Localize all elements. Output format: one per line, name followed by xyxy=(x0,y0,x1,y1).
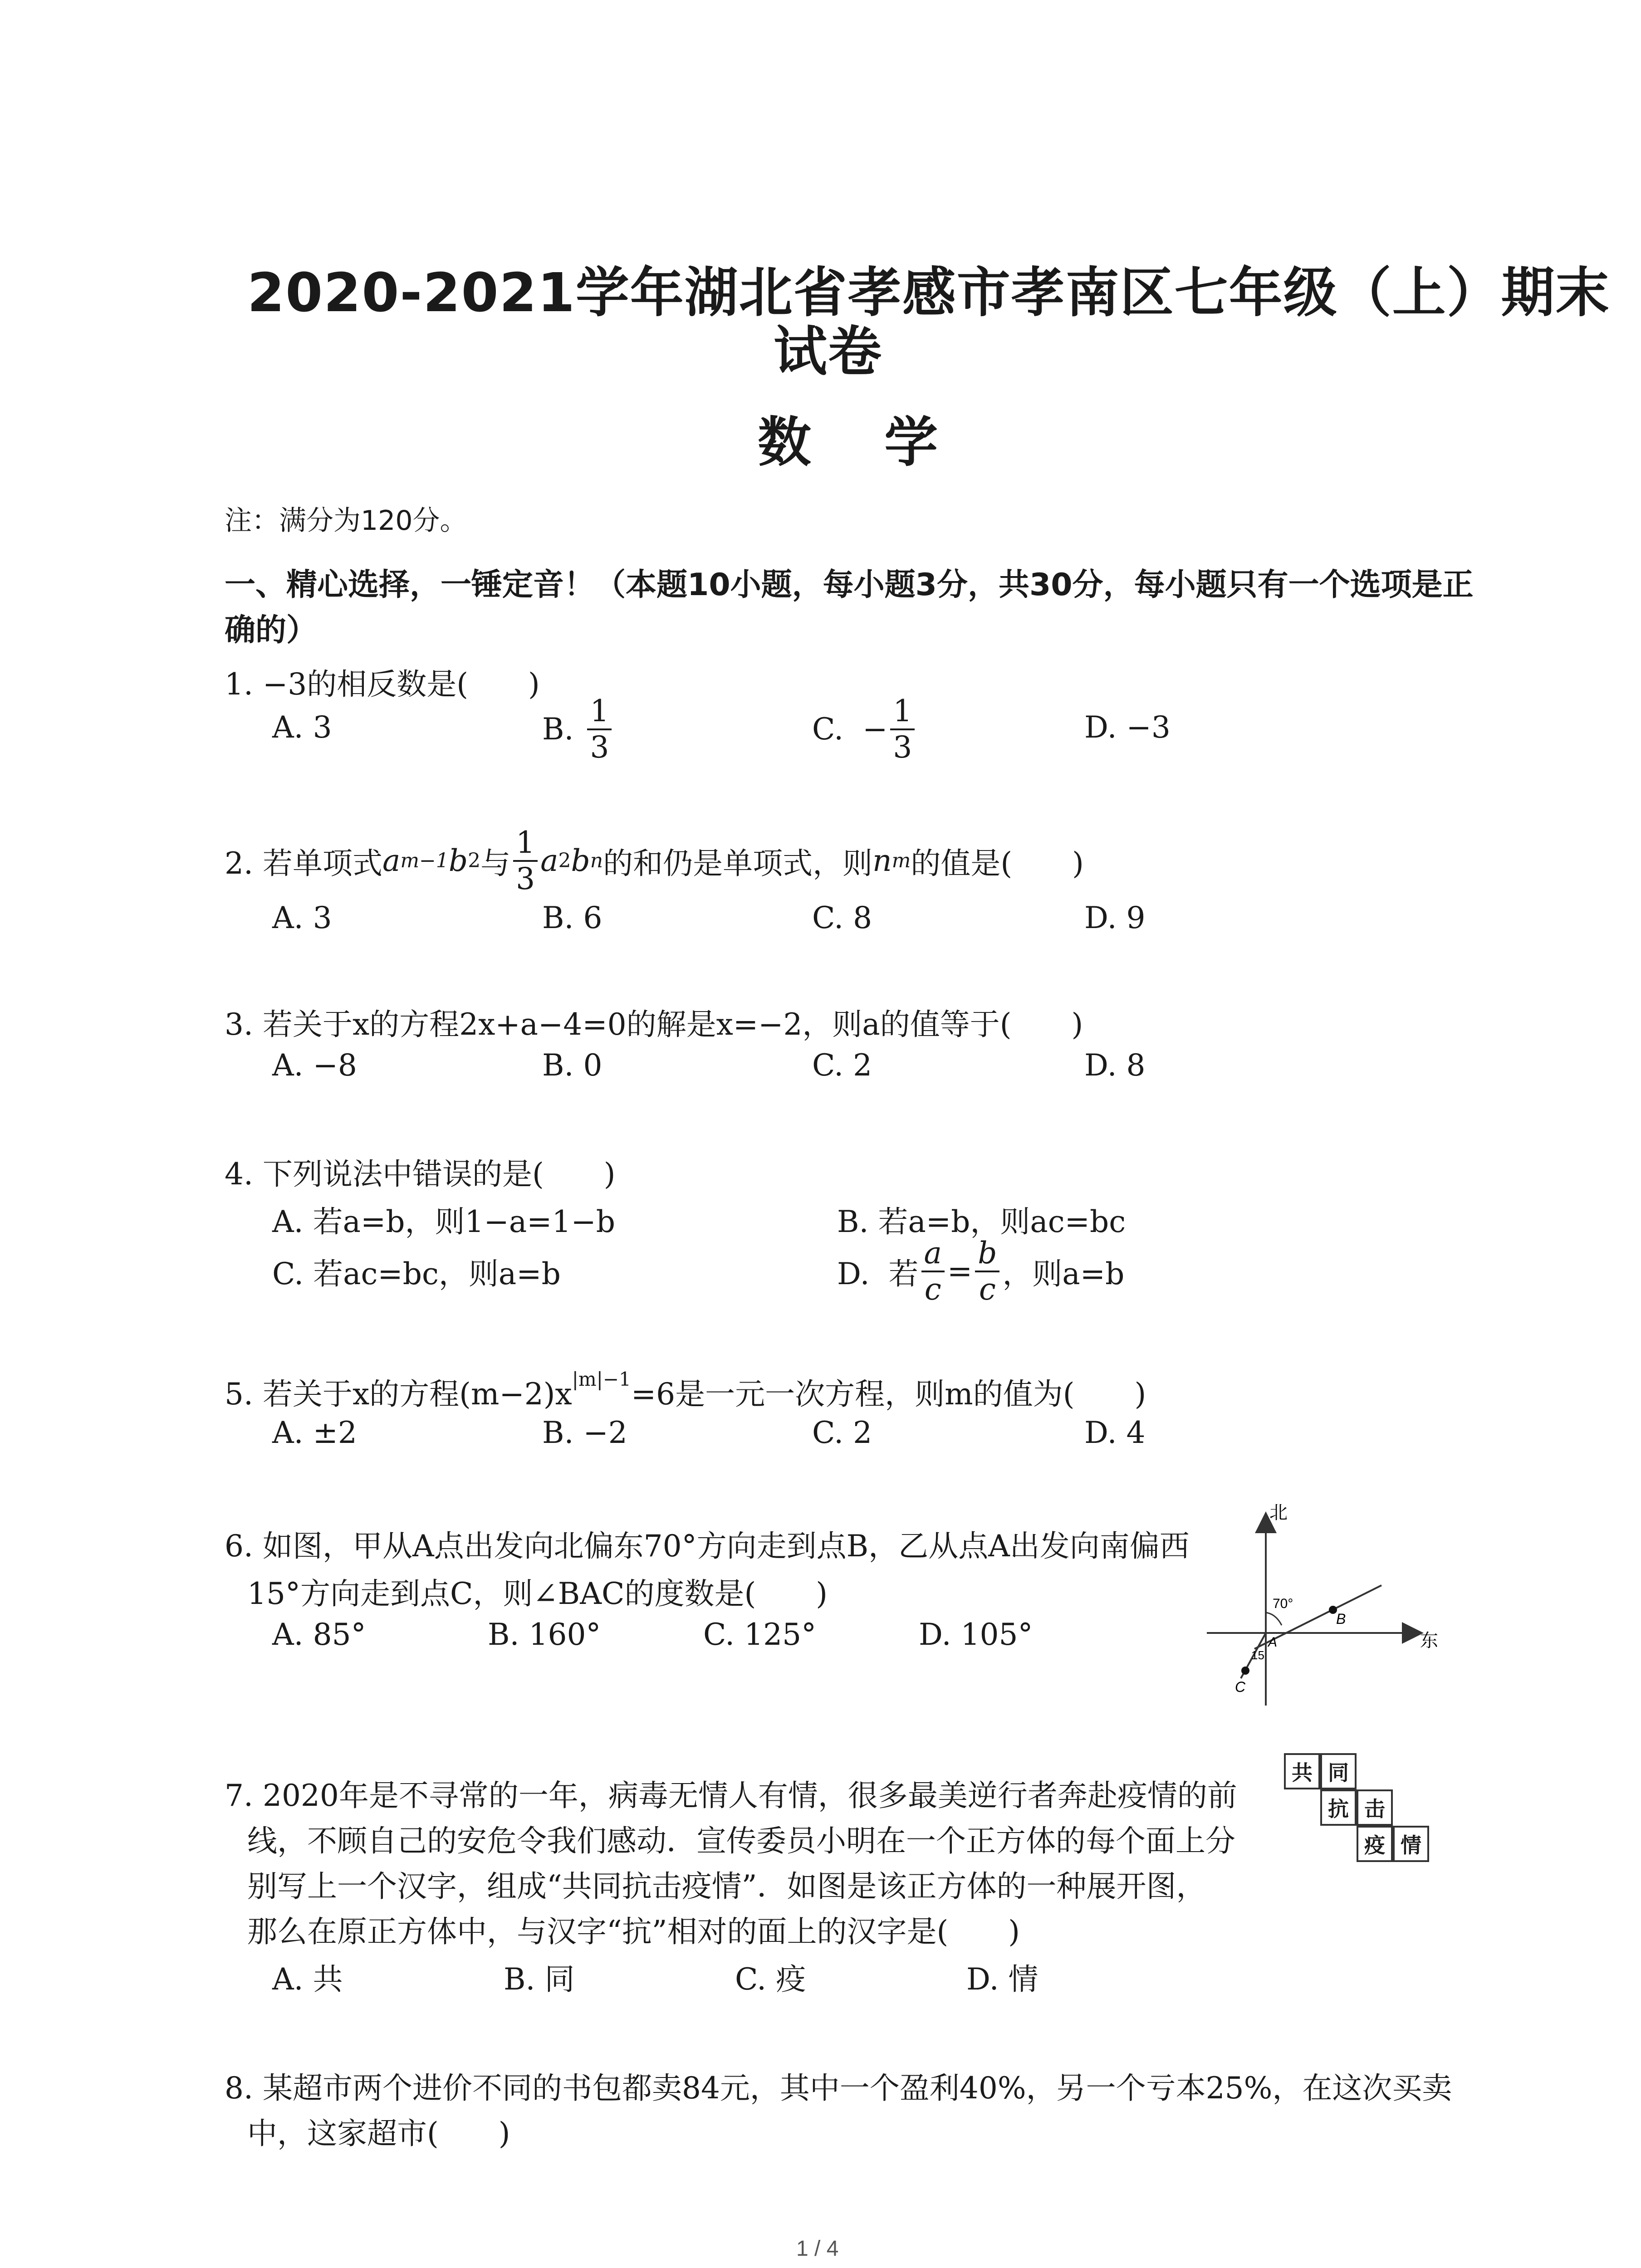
angle-15-label: 15 xyxy=(1251,1648,1264,1662)
north-label: 北 xyxy=(1269,1503,1288,1523)
section-heading-line2: 确的） xyxy=(225,612,318,648)
q4-option-b: B. 若a=b，则ac=bc xyxy=(837,1204,1126,1239)
q4-option-c: C. 若ac=bc，则a=b xyxy=(272,1256,561,1291)
question-7-line1: 7. 2020年是不寻常的一年，病毒无情人有情，很多最美逆行者奔赴疫情的前 xyxy=(225,1778,1237,1813)
page-title: 2020-2021学年湖北省孝感市孝南区七年级（上）期末 xyxy=(247,261,1610,324)
question-6-line2: 15°方向走到点C，则∠BAC的度数是( ) xyxy=(247,1576,828,1611)
q3-option-d: D. 8 xyxy=(1084,1048,1146,1083)
question-1-stem: 1. −3的相反数是( ) xyxy=(225,667,540,702)
compass-direction-figure xyxy=(1198,1497,1452,1724)
q2-option-d: D. 9 xyxy=(1084,900,1146,935)
q7-option-b: B. 同 xyxy=(504,1962,575,1997)
q4-option-d: D. 若 $\frac{a}{c}$ = $\frac{b}{c}$ ，则a=b xyxy=(837,1236,1125,1307)
q6-option-a: A. 85° xyxy=(272,1617,366,1652)
question-3-stem: 3. 若关于x的方程2x+a−4=0的解是x=−2，则a的值等于( ) xyxy=(225,1007,1083,1042)
q1-option-a: A. 3 xyxy=(272,710,332,745)
q3-option-c: C. 2 xyxy=(812,1048,872,1083)
q6-option-b: B. 160° xyxy=(488,1617,601,1652)
question-4-stem: 4. 下列说法中错误的是( ) xyxy=(225,1157,616,1192)
net-face-4: 击 xyxy=(1357,1789,1393,1826)
q7-option-a: A. 共 xyxy=(272,1962,343,1997)
q1-option-b: B. $\frac{1}{3}$ xyxy=(542,694,614,765)
angle-70-arc xyxy=(1266,1613,1282,1625)
question-5-stem: 5. 若关于x的方程(m−2)x $^{|m|-1}$ =6是一元一次方程，则m的值为( ) xyxy=(225,1368,1146,1412)
q6-option-c: C. 125° xyxy=(703,1617,817,1652)
q3-option-a: A. −8 xyxy=(272,1048,357,1083)
score-note: 注：满分为120分。 xyxy=(225,505,467,537)
subject-title: 数 学 xyxy=(758,411,965,474)
q5-option-b: B. −2 xyxy=(542,1415,627,1450)
net-face-1: 共 xyxy=(1284,1753,1320,1789)
q1-option-d: D. −3 xyxy=(1084,710,1171,745)
angle-70-label: 70° xyxy=(1273,1596,1293,1611)
net-face-6: 情 xyxy=(1393,1826,1429,1862)
q3-option-b: B. 0 xyxy=(542,1048,603,1083)
q2-option-a: A. 3 xyxy=(272,900,332,935)
question-2-stem: 2. 若单项式 a m−1 b 2 与 $\frac{1}{3}$ a 2 b n 的和仍是单项式，则 n m 的值是( ) xyxy=(225,825,1084,896)
point-a-label: A xyxy=(1268,1635,1278,1650)
q2-option-c: C. 8 xyxy=(812,900,872,935)
q5-option-d: D. 4 xyxy=(1084,1415,1146,1450)
question-8-line1: 8. 某超市两个进价不同的书包都卖84元，其中一个盈利40%，另一个亏本25%，在这次买卖 xyxy=(225,2071,1452,2106)
q4-option-a: A. 若a=b，则1−a=1−b xyxy=(272,1204,616,1239)
q5-option-c: C. 2 xyxy=(812,1415,872,1450)
east-label: 东 xyxy=(1420,1631,1438,1651)
q7-option-c: C. 疫 xyxy=(735,1962,806,1997)
question-8-line2: 中，这家超市( ) xyxy=(247,2116,510,2151)
net-face-3: 抗 xyxy=(1320,1789,1357,1826)
net-face-2: 同 xyxy=(1320,1753,1357,1789)
point-b-label: B xyxy=(1336,1611,1346,1627)
q6-option-d: D. 105° xyxy=(919,1617,1033,1652)
q5-option-a: A. ±2 xyxy=(272,1415,357,1450)
question-6-line1: 6. 如图，甲从A点出发向北偏东70°方向走到点B，乙从点A出发向南偏西 xyxy=(225,1529,1190,1564)
question-7-line2: 线，不顾自己的安危令我们感动．宣传委员小明在一个正方体的每个面上分 xyxy=(247,1823,1235,1858)
point-c xyxy=(1241,1667,1249,1675)
question-7-line4: 那么在原正方体中，与汉字“抗”相对的面上的汉字是( ) xyxy=(247,1914,1020,1949)
cube-net-figure xyxy=(1284,1753,1434,1867)
net-face-5: 疫 xyxy=(1357,1826,1393,1862)
page-title-line2: 试卷 xyxy=(774,320,883,383)
q2-option-b: B. 6 xyxy=(542,900,603,935)
q7-option-d: D. 情 xyxy=(966,1962,1038,1997)
section-heading: 一、精心选择，一锤定音！（本题10小题，每小题3分，共30分，每小题只有一个选项是正 xyxy=(225,567,1474,603)
page-number: 1 / 4 xyxy=(796,2237,839,2261)
question-7-line3: 别写上一个汉字，组成“共同抗击疫情”．如图是该正方体的一种展开图， xyxy=(247,1869,1206,1904)
point-c-label: C xyxy=(1235,1679,1246,1695)
q1-option-c: C. − $\frac{1}{3}$ xyxy=(812,694,917,765)
